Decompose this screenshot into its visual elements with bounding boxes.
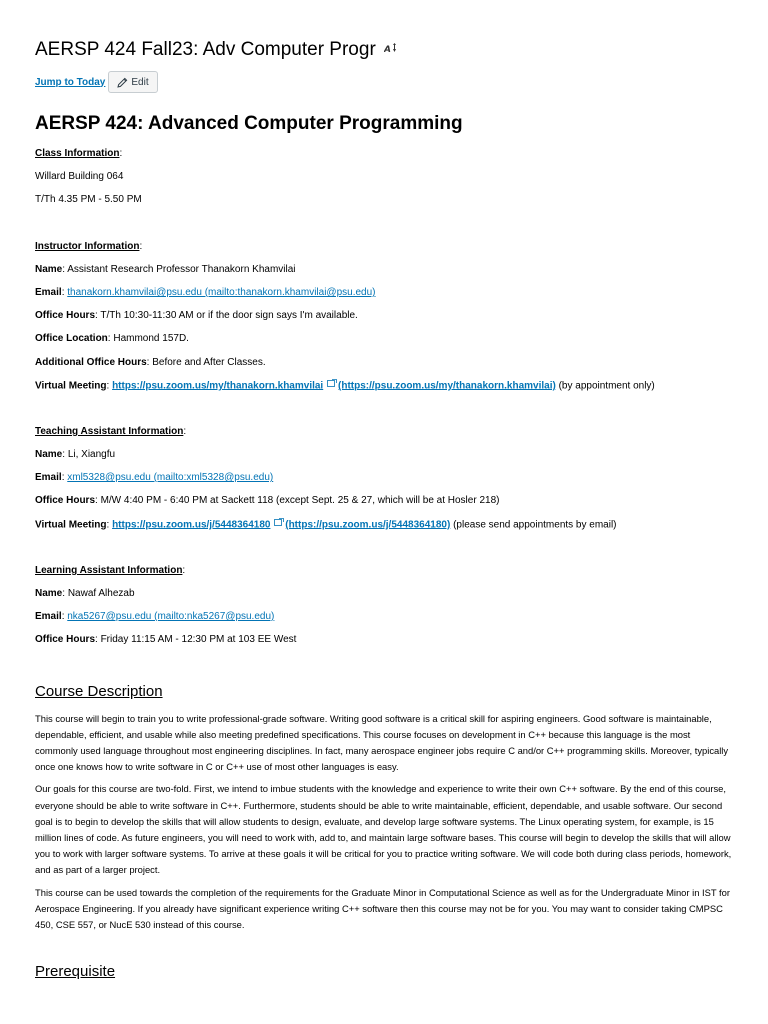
toolbar	[35, 70, 733, 94]
instructor-info-heading: Instructor Information:	[35, 240, 143, 252]
ta-virtual-meeting: Virtual Meeting: https://psu.zoom.us/j/5448364180 (https://psu.zoom.us/j/5448364180) (please send appointments by email)	[35, 513, 733, 536]
class-time: T/Th 4.35 PM - 5.50 PM	[35, 194, 142, 206]
page-heading: AERSP 424: Advanced Computer Programming	[35, 113, 463, 135]
ta-zoom-link-paren[interactable]: (https://psu.zoom.us/j/5448364180)	[285, 518, 451, 530]
ta-email: Email: xml5328@psu.edu (mailto:xml5328@psu.edu)	[35, 472, 274, 484]
ta-info-heading: Teaching Assistant Information:	[35, 425, 187, 437]
jump-to-today-link[interactable]: Jump to Today	[35, 76, 106, 88]
edit-button-label: Edit	[131, 76, 149, 88]
external-link-icon	[274, 512, 284, 535]
course-description-paragraph: This course will begin to train you to write professional-grade software. Writing good software is a critical skill for aspiring engineers. Good software is maintainable, dependable, efficient, and usable while also meeting predefined specifications. This course focuses on development in C++ because this language is the most commonly used language throughout most engineering disciplines. In fact, many aerospace engineer jobs require C and/or C++ programming skills. Moreover, typically once one knows how to write software in C or C++ use of most other languages is easy.	[35, 712, 729, 773]
instructor-additional-hours: Additional Office Hours: Before and After Classes.	[35, 356, 266, 368]
instructor-zoom-link[interactable]: https://psu.zoom.us/my/thanakorn.khamvilai	[112, 379, 324, 391]
instructor-name: Name: Assistant Research Professor Thanakorn Khamvilai	[35, 263, 296, 275]
la-email-link[interactable]: nka5267@psu.edu (mailto:nka5267@psu.edu)	[67, 611, 275, 623]
instructor-email-link[interactable]: thanakorn.khamvilai@psu.edu (mailto:thanakorn.khamvilai@psu.edu)	[67, 286, 376, 298]
class-info-heading: Class Information:	[35, 148, 123, 160]
instructor-email: Email: thanakorn.khamvilai@psu.edu (mailto:thanakorn.khamvilai@psu.edu)	[35, 286, 376, 298]
course-description-paragraph: This course can be used towards the completion of the requirements for the Graduate Minor in Computational Science as well as for the Undergraduate Minor in IST for Aerospace Engineering. If you already have significant experience writing C++ software then this course may not be for you. You may want to consider taking CMPSC 450, CSE 557, or NucE 530 instead of this course.	[35, 886, 730, 931]
svg-text:A: A	[384, 45, 392, 53]
ta-email-link[interactable]: xml5328@psu.edu (mailto:xml5328@psu.edu)	[67, 472, 274, 484]
translate-icon[interactable]	[384, 36, 398, 60]
la-info-heading: Learning Assistant Information:	[35, 564, 186, 576]
la-name: Name: Nawaf Alhezab	[35, 588, 135, 600]
external-link-icon	[327, 373, 337, 396]
instructor-office-hours: Office Hours: T/Th 10:30-11:30 AM or if the door sign says I'm available.	[35, 310, 358, 322]
class-location: Willard Building 064	[35, 171, 124, 183]
instructor-office-location: Office Location: Hammond 157D.	[35, 333, 189, 345]
instructor-zoom-link-paren[interactable]: (https://psu.zoom.us/my/thanakorn.khamvilai)	[338, 379, 556, 391]
instructor-info-label: Instructor Information	[35, 240, 140, 252]
course-description-paragraph: Our goals for this course are two-fold. First, we intend to imbue students with the knowledge and experience to write their own C++ software. By the end of this course, everyone should be able to write software in C++. Furthermore, students should be able to write maintainable, efficient, dependable, and usable software. Our second goal is to begin to develop the skills that will allow students to design, evaluate, and develop large software systems. The Linux operating system, for example, is 15 million lines of code. As future engineers, you will need to work with, add to, and maintain large software bases. This course will begin to develop the skills that will allow you to work with larger software systems. To arrive at these goals it will be critical for you to practice writing software. We will code both during class periods, homework, and as part of a larger project.	[35, 783, 732, 876]
pencil-icon	[117, 77, 128, 88]
course-title-text: AERSP 424 Fall23: Adv Computer Progr	[35, 39, 376, 61]
ta-office-hours: Office Hours: M/W 4:40 PM - 6:40 PM at Sackett 118 (except Sept. 25 & 27, which will be at Hosler 218)	[35, 495, 500, 507]
instructor-virtual-meeting: Virtual Meeting: https://psu.zoom.us/my/thanakorn.khamvilai (https://psu.zoom.us/my/thanakorn.khamvilai) (by appointment only)	[35, 374, 733, 397]
la-office-hours: Office Hours: Friday 11:15 AM - 12:30 PM at 103 EE West	[35, 634, 297, 646]
ta-zoom-link[interactable]: https://psu.zoom.us/j/5448364180	[112, 518, 271, 530]
course-description-title: Course Description	[35, 682, 163, 700]
ta-info-label: Teaching Assistant Information	[35, 425, 184, 437]
la-email: Email: nka5267@psu.edu (mailto:nka5267@psu.edu)	[35, 611, 275, 623]
course-title	[35, 0, 733, 62]
edit-button[interactable]	[108, 71, 157, 93]
la-info-label: Learning Assistant Information	[35, 564, 183, 576]
ta-name: Name: Li, Xiangfu	[35, 449, 116, 461]
prerequisite-title: Prerequisite	[35, 963, 116, 981]
class-info-label: Class Information	[35, 148, 120, 160]
